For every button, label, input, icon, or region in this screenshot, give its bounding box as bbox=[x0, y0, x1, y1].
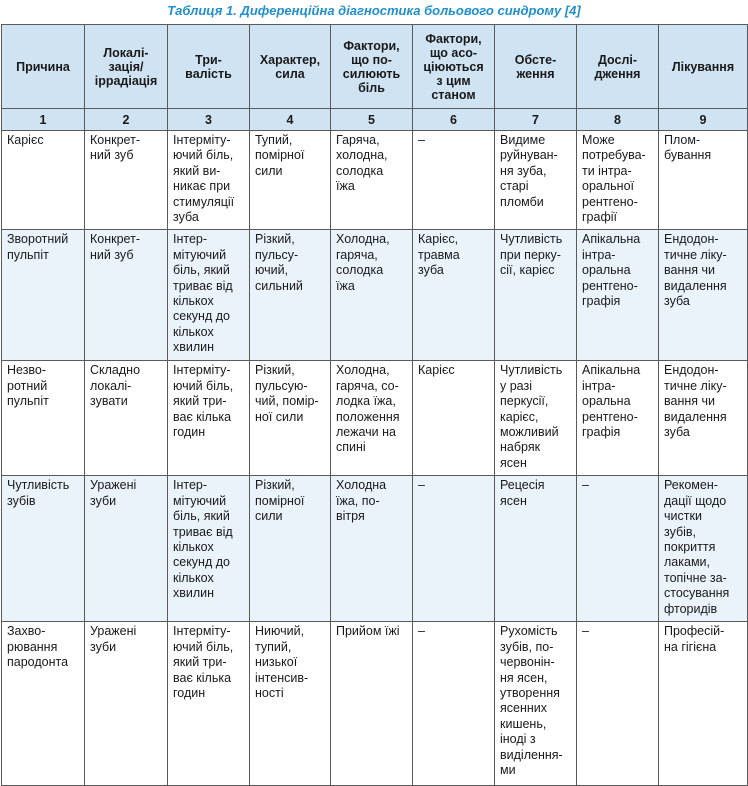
table-cell: Прийом їжі bbox=[331, 622, 413, 786]
table-cell: Видиме руйнуван- ня зуба, старі пломби bbox=[495, 131, 577, 230]
table-cell: Чутливість при перку- сії, карієс bbox=[495, 230, 577, 361]
table-cell: – bbox=[577, 622, 659, 786]
table-cell: Апікальна інтра- оральна рентгено- графія bbox=[577, 361, 659, 476]
table-cell: Уражені зуби bbox=[85, 622, 168, 786]
table-cell: – bbox=[577, 476, 659, 622]
column-number: 8 bbox=[577, 109, 659, 131]
table-cell: Чутливість зубів bbox=[2, 476, 85, 622]
table-cell: – bbox=[413, 476, 495, 622]
table-cell: Рекомен- дації щодо чистки зубів, покриття лаками, топічне за- стосування фторидів bbox=[659, 476, 748, 622]
table-cell: Апікальна інтра- оральна рентгено- графія bbox=[577, 230, 659, 361]
table-cell: Карієс bbox=[413, 361, 495, 476]
column-number-row bbox=[2, 109, 748, 131]
table-cell: Різкий, пульсу- ючий, сильний bbox=[250, 230, 331, 361]
table-cell: Холодна, гаряча, со- лодка їжа, положення лежачи на спині bbox=[331, 361, 413, 476]
column-number: 3 bbox=[168, 109, 250, 131]
table-cell: – bbox=[413, 131, 495, 230]
table-cell: Інтер- мітуючий біль, який триває від кількох секунд до кількох хвилин bbox=[168, 476, 250, 622]
column-header: Фактори, що по- силюють біль bbox=[331, 25, 413, 109]
table-cell: Холодна, гаряча, солодка їжа bbox=[331, 230, 413, 361]
table-cell: Ендодон- тичне ліку- вання чи видалення зуба bbox=[659, 361, 748, 476]
table-cell: Інтерміту- ючий біль, який три- ває кілька годин bbox=[168, 361, 250, 476]
table-cell: Рухомість зубів, по- червонін- ня ясен, утворення ясенних кишень, іноді з виділення- ми bbox=[495, 622, 577, 786]
column-header: Дослі- дження bbox=[577, 25, 659, 109]
column-header: Причина bbox=[2, 25, 85, 109]
table-cell: Тупий, помірної сили bbox=[250, 131, 331, 230]
table-row bbox=[2, 476, 748, 622]
column-number: 6 bbox=[413, 109, 495, 131]
column-header: Фактори, що асо- ціюються з цим станом bbox=[413, 25, 495, 109]
table-cell: Холодна їжа, по- вітря bbox=[331, 476, 413, 622]
table-cell: Плом- бування bbox=[659, 131, 748, 230]
table-cell: Захво- рювання пародонта bbox=[2, 622, 85, 786]
table-row bbox=[2, 361, 748, 476]
table-row bbox=[2, 622, 748, 786]
table-row bbox=[2, 230, 748, 361]
column-number: 5 bbox=[331, 109, 413, 131]
header-row bbox=[2, 25, 748, 109]
column-number: 7 bbox=[495, 109, 577, 131]
table-cell: Інтерміту- ючий біль, який ви- никає при стимуляції зуба bbox=[168, 131, 250, 230]
column-number: 9 bbox=[659, 109, 748, 131]
table-cell: – bbox=[413, 622, 495, 786]
table-cell: Ендодон- тичне ліку- вання чи видалення зуба bbox=[659, 230, 748, 361]
table-cell: Може потребува- ти інтра- оральної рентгено- графії bbox=[577, 131, 659, 230]
table-cell: Карієс, травма зуба bbox=[413, 230, 495, 361]
column-number: 4 bbox=[250, 109, 331, 131]
table-cell: Конкрет- ний зуб bbox=[85, 230, 168, 361]
table-cell: Інтерміту- ючий біль, який три- ває кілька годин bbox=[168, 622, 250, 786]
table-cell: Ниючий, тупий, низької інтенсив- ності bbox=[250, 622, 331, 786]
column-header: Лікування bbox=[659, 25, 748, 109]
table-cell: Карієс bbox=[2, 131, 85, 230]
column-number: 2 bbox=[85, 109, 168, 131]
table-cell: Різкий, пульсую- чий, помір- ної сили bbox=[250, 361, 331, 476]
table-cell: Незво- ротний пульпіт bbox=[2, 361, 85, 476]
column-header: Характер, сила bbox=[250, 25, 331, 109]
table-cell: Гаряча, холодна, солодка їжа bbox=[331, 131, 413, 230]
column-number: 1 bbox=[2, 109, 85, 131]
table-cell: Конкрет- ний зуб bbox=[85, 131, 168, 230]
column-header: Три- валість bbox=[168, 25, 250, 109]
column-header: Обсте- ження bbox=[495, 25, 577, 109]
table-cell: Зворотний пульпіт bbox=[2, 230, 85, 361]
table-cell: Інтер- мітуючий біль, який триває від кількох секунд до кількох хвилин bbox=[168, 230, 250, 361]
diagnosis-table bbox=[1, 24, 748, 786]
table-cell: Чутливість у разі перкусії, карієс, можливий набряк ясен bbox=[495, 361, 577, 476]
table-cell: Професій- на гігієна bbox=[659, 622, 748, 786]
table-caption: Таблиця 1. Диференційна діагностика больового синдрому [4] bbox=[167, 3, 581, 18]
table-cell: Уражені зуби bbox=[85, 476, 168, 622]
table-cell: Складно локалі- зувати bbox=[85, 361, 168, 476]
table-cell: Рецесія ясен bbox=[495, 476, 577, 622]
column-header: Локалі- зація/ іррадіація bbox=[85, 25, 168, 109]
table-row bbox=[2, 131, 748, 230]
table-cell: Різкий, помірної сили bbox=[250, 476, 331, 622]
